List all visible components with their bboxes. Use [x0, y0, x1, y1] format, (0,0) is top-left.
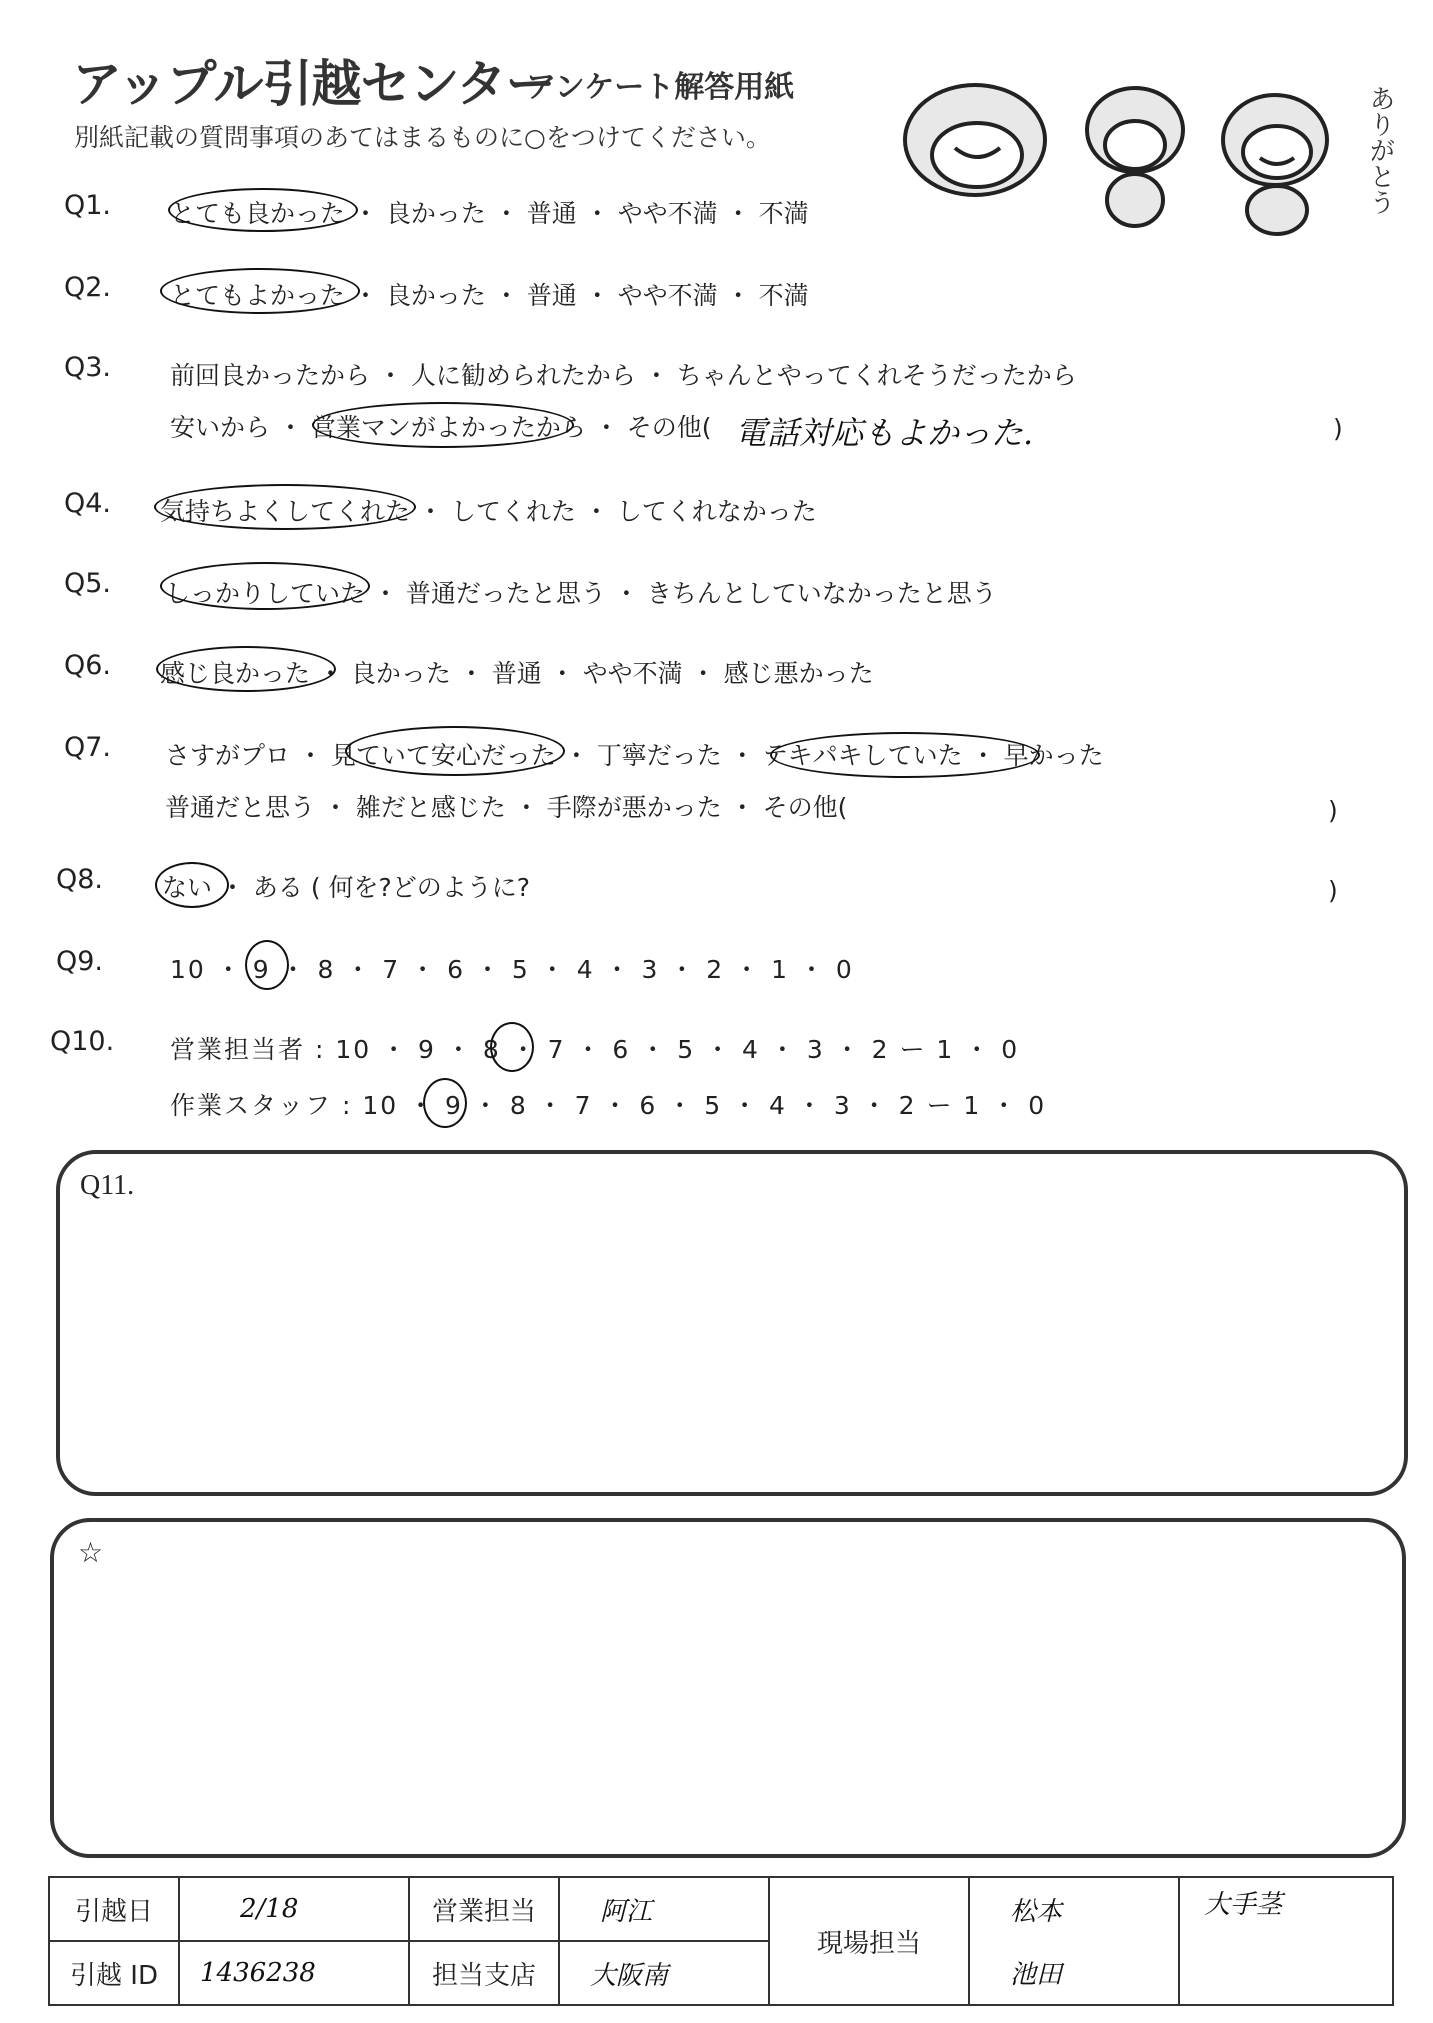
move-date-value: 2/18	[179, 1877, 409, 1941]
q10-number: Q10.	[50, 1026, 115, 1057]
answer-circle	[345, 726, 565, 776]
q3-close-paren: )	[1333, 414, 1343, 443]
q11-comment-box[interactable]	[56, 1150, 1408, 1496]
instruction-text: 別紙記載の質問事項のあてはまるものに○をつけてください。	[74, 123, 771, 152]
answer-circle	[312, 402, 574, 448]
answer-circle	[160, 268, 360, 314]
branch-label: 担当支店	[409, 1941, 559, 2005]
site-value-2: 大手茎	[1179, 1877, 1393, 2005]
q4-number: Q4.	[64, 488, 112, 519]
q3-options-line1: 前回良かったから ・ 人に勧められたから ・ ちゃんとやってくれそうだったから	[170, 361, 1077, 390]
q7-number: Q7.	[64, 732, 112, 763]
site-label: 現場担当	[769, 1877, 969, 2005]
q10-staff-scale: 作業スタッフ : 10 ・ 9 ・ 8 ・ 7 ・ 6 ・ 5 ・ 4 ・ 3 ・ 2 ー 1 ・ 0	[170, 1091, 1047, 1120]
branch-value: 大阪南	[559, 1941, 769, 2005]
star-label: ☆	[78, 1538, 104, 1569]
q10-sales-scale: 営業担当者 : 10 ・ 9 ・ 8 ・ 7 ・ 6 ・ 5 ・ 4 ・ 3 ・ 2 ー 1 ・ 0	[170, 1035, 1020, 1064]
mascot-illustration	[885, 60, 1405, 240]
q4-options: 気持ちよくしてくれた ・ してくれた ・ してくれなかった	[160, 497, 817, 526]
q5-options: しっかりしていた ・ 普通だったと思う ・ きちんとしていなかったと思う	[165, 579, 997, 608]
q7-options-line1: さすがプロ ・ 見ていて安心だった ・ 丁寧だった ・ テキパキしていた ・ 早かった	[165, 741, 1104, 770]
move-date-label: 引越日	[49, 1877, 179, 1941]
move-id-label: 引越 ID	[49, 1941, 179, 2005]
site-value-3: 池田	[969, 1941, 1179, 2005]
q3-number: Q3.	[64, 352, 112, 383]
q8-number: Q8.	[56, 864, 104, 895]
sales-label: 営業担当	[409, 1877, 559, 1941]
answer-circle	[168, 188, 358, 232]
q1-options: とても良かった ・ 良かった ・ 普通 ・ やや不満 ・ 不満	[170, 199, 809, 228]
star-comment-box[interactable]	[50, 1518, 1406, 1858]
q6-options: 感じ良かった ・ 良かった ・ 普通 ・ やや不満 ・ 感じ悪かった	[160, 659, 874, 688]
q11-label: Q11.	[80, 1170, 135, 1201]
q7-close-paren: )	[1328, 796, 1338, 825]
q1-number: Q1.	[64, 190, 112, 221]
answer-circle	[490, 1022, 534, 1072]
q9-number: Q9.	[56, 946, 104, 977]
answer-circle	[154, 484, 416, 530]
q9-options: 10 ・ 9 ・ 8 ・ 7 ・ 6 ・ 5 ・ 4 ・ 3 ・ 2 ・ 1 ・ 0	[170, 955, 854, 984]
q5-number: Q5.	[64, 568, 112, 599]
q8-close-paren: )	[1328, 876, 1338, 905]
q2-options: とてもよかった ・ 良かった ・ 普通 ・ やや不満 ・ 不満	[170, 281, 809, 310]
mascot-caption: ありがとう	[1365, 85, 1395, 215]
q8-options: ない ・ ある ( 何を?どのように?	[162, 873, 531, 902]
brand-name: アップル引越センター	[72, 55, 555, 113]
answer-circle	[156, 646, 336, 692]
answer-circle	[245, 940, 289, 990]
q3-options-line2: 安いから ・ 営業マンがよかったから ・ その他(	[170, 413, 712, 442]
answer-circle	[423, 1078, 467, 1128]
sheet-title: アンケート解答用紙	[526, 70, 795, 105]
sales-value: 阿江	[559, 1877, 769, 1941]
move-id-value: 1436238	[179, 1941, 409, 2005]
q6-number: Q6.	[64, 650, 112, 681]
q2-number: Q2.	[64, 272, 112, 303]
answer-circle	[770, 732, 1040, 778]
q7-options-line2: 普通だと思う ・ 雑だと感じた ・ 手際が悪かった ・ その他(	[165, 793, 848, 822]
footer-info-table	[48, 1876, 1394, 2006]
answer-circle	[160, 562, 370, 610]
site-value-1: 松本	[969, 1877, 1179, 1941]
q3-other-handwritten: 電話対応もよかった.	[735, 414, 1034, 452]
answer-circle	[155, 862, 229, 908]
